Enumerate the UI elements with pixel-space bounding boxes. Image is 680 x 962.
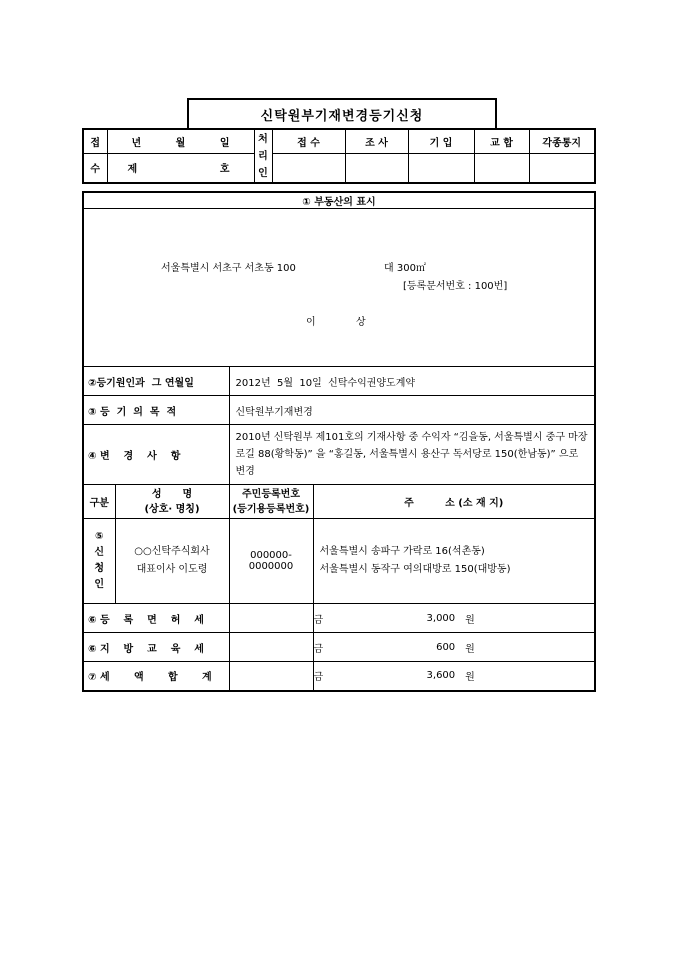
property-land: 대 300㎡: [384, 263, 426, 274]
header-receipt: 접 수: [272, 129, 345, 153]
form-title: 신탁원부기재변경등기신청: [187, 98, 497, 128]
cell-entry: [408, 153, 474, 183]
receipt-label-bottom: 수: [83, 153, 107, 183]
cause-label: ②등기원인과 그 연월일: [83, 367, 229, 396]
cell-review: [345, 153, 408, 183]
property-header: ① 부동산의 표시: [83, 192, 595, 209]
fee-empty: [229, 662, 313, 691]
fee-value-education: 금 600 원: [313, 633, 595, 662]
date-label: 년 월 일: [107, 129, 254, 153]
col-id: 주민등록번호 (등기용등록번호): [229, 485, 313, 519]
receipt-label-top: 접: [83, 129, 107, 153]
applicant-side-label: ⑤ 신 청 인: [83, 519, 115, 604]
header-notice: 각종통지: [529, 129, 595, 153]
fee-label-total: ⑦ 세 액 합 계: [83, 662, 229, 691]
fee-empty: [229, 604, 313, 633]
applicant-name: ○○신탁주식회사 대표이사 이도령: [115, 519, 229, 604]
col-address: 주 소 (소 재 지): [313, 485, 595, 519]
change-value: 2010년 신탁원부 제101호의 기재사항 중 수익자 “김을동, 서울특별시 중구 마장로길 88(황학동)” 을 “홍길동, 서울특별시 용산구 독서당로 150(한남동)” 으로 변경: [229, 425, 595, 485]
col-division: 구분: [83, 485, 115, 519]
cause-value: 2012년 5월 10일 신탁수익권양도계약: [229, 367, 595, 396]
property-address: 서울특별시 서초구 서초동 100: [161, 263, 296, 274]
fee-empty: [229, 633, 313, 662]
number-label: 제 호: [107, 153, 254, 183]
fee-label-education: ⑥ 지 방 교 육 세: [83, 633, 229, 662]
fee-value-registration: 금 3,000 원: [313, 604, 595, 633]
header-entry: 기 입: [408, 129, 474, 153]
change-label: ④ 변 경 사 항: [83, 425, 229, 485]
purpose-label: ③ 등 기 의 목 적: [83, 396, 229, 425]
purpose-value: 신탁원부기재변경: [229, 396, 595, 425]
fee-value-total: 금 3,600 원: [313, 662, 595, 691]
header-verify: 교 합: [474, 129, 529, 153]
main-form-table: [82, 191, 596, 692]
applicant-id: 000000-0000000: [229, 519, 313, 604]
fee-label-registration: ⑥ 등 록 면 허 세: [83, 604, 229, 633]
col-name: 성 명 (상호· 명칭): [115, 485, 229, 519]
applicant-address: 서울특별시 송파구 가락로 16(석촌동) 서울특별시 동작구 여의대방로 150(대방동): [313, 519, 595, 604]
cell-verify: [474, 153, 529, 183]
cell-receipt: [272, 153, 345, 183]
property-registry-no: [등록문서번호 : 100번]: [403, 281, 508, 292]
cell-notice: [529, 153, 595, 183]
header-review: 조 사: [345, 129, 408, 153]
property-body: [83, 209, 595, 367]
receipt-table: [82, 128, 596, 184]
end-mark-2: 상: [356, 317, 366, 328]
process-label: 처 리 인: [254, 129, 272, 183]
end-mark-1: 이: [306, 317, 316, 328]
